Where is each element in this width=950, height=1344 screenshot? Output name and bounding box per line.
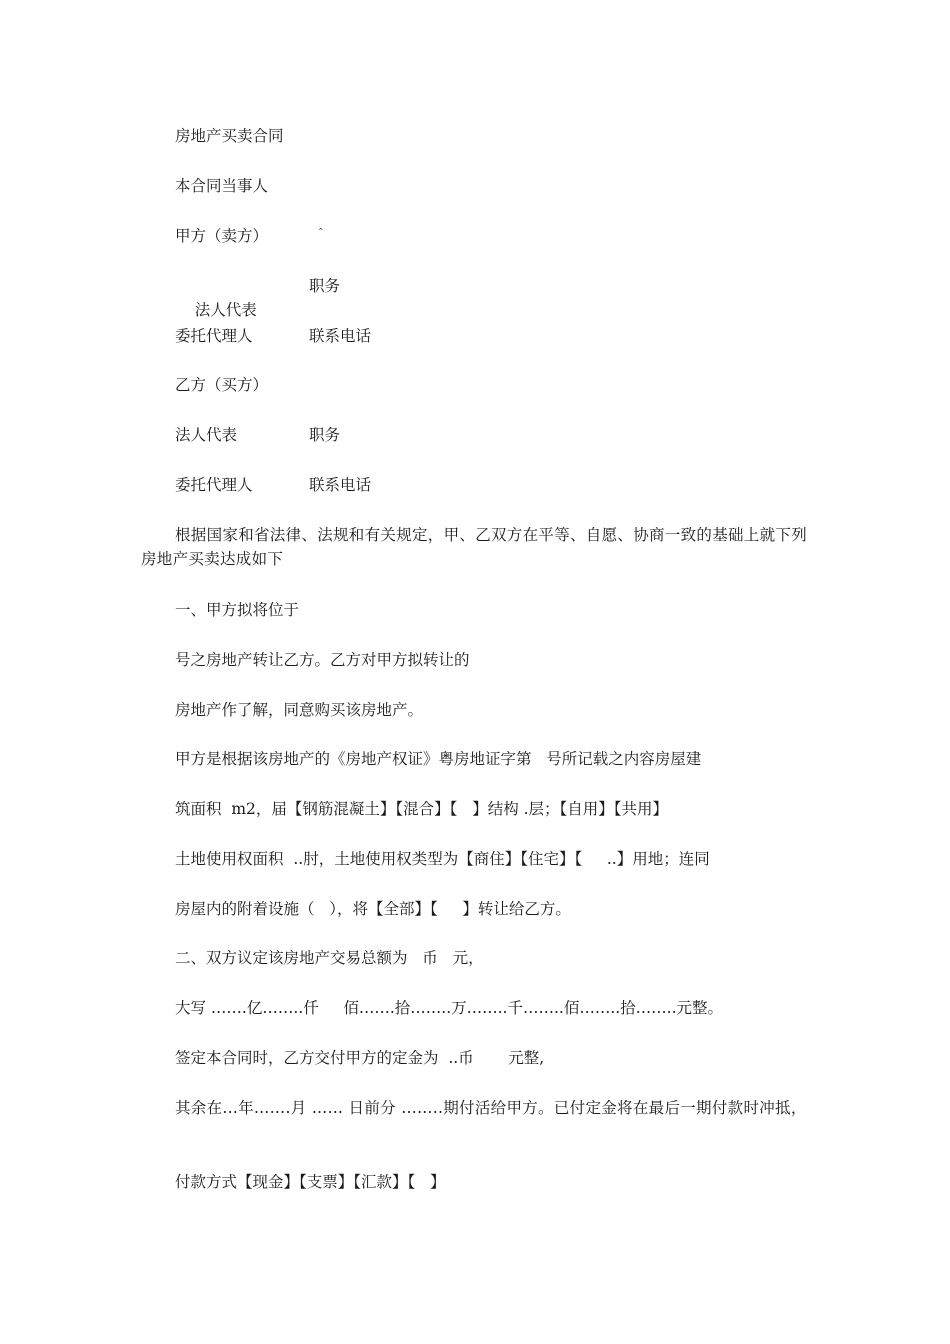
clause1-line-1: 一、甲方拟将位于 (175, 601, 300, 619)
party-b-label: 乙方（买方） (175, 376, 269, 394)
caret-mark: ˆ (318, 227, 324, 240)
party-a-phone-label: 联系电话 (309, 327, 372, 345)
party-b-legal-rep-label: 法人代表 (175, 426, 238, 444)
party-a-label: 甲方（卖方） (175, 227, 269, 245)
clause1-line-5: 筑面积 m2，届【钢筋混凝土】【混合】【 】结构 .层；【自用】【共用】 (175, 800, 669, 818)
clause1-line-7: 房屋内的附着设施（ ），将【全部】【 】转让给乙方。 (175, 900, 571, 918)
clause1-line-3: 房地产作了解，同意购买该房地产。 (175, 701, 424, 719)
party-a-position-label: 职务 (309, 277, 341, 295)
document-title: 房地产买卖合同 (175, 127, 284, 145)
party-b-phone-label: 联系电话 (309, 476, 372, 494)
clause1-line-4: 甲方是根据该房地产的《房地产权证》粤房地证字第 号所记载之内容房屋建 (175, 750, 702, 768)
clause2-balance-paragraph: 其余在...年…….月 …… 日前分 ……..期付活给甲方。已付定金将在最后一期付款时冲抵， (175, 1099, 807, 1117)
party-a-legal-rep-label: 法人代表 (194, 301, 257, 319)
clause1-line-2: 号之房地产转让乙方。乙方对甲方拟转让的 (175, 651, 470, 669)
party-b-agent-label: 委托代理人 (175, 476, 253, 494)
clause1-line-6: 土地使用权面积 ..肘，土地使用权类型为【商住】【住宅】【 ..】用地；连同 (175, 850, 710, 868)
party-a-agent-label: 委托代理人 (175, 327, 253, 345)
preamble-paragraph: 根据国家和省法律、法规和有关规定，甲、乙双方在平等、自愿、协商一致的基础上就下列 房地产买卖达成如下 (141, 526, 808, 568)
party-b-position-label: 职务 (309, 426, 341, 444)
clause2-total: 二、双方议定该房地产交易总额为 币 元， (175, 949, 484, 967)
clause2-capital-amount: 大写 …….亿……..仟 佰…….拾……..万……..千……..佰……..拾……..元整。 (175, 999, 724, 1017)
clause2-payment-method: 付款方式【现金】【支票】【汇款】【 】 (175, 1173, 446, 1191)
clause2-deposit: 签定本合同时，乙方交付甲方的定金为 ..币 元整, (175, 1049, 545, 1067)
parties-heading: 本合同当事人 (175, 177, 269, 195)
